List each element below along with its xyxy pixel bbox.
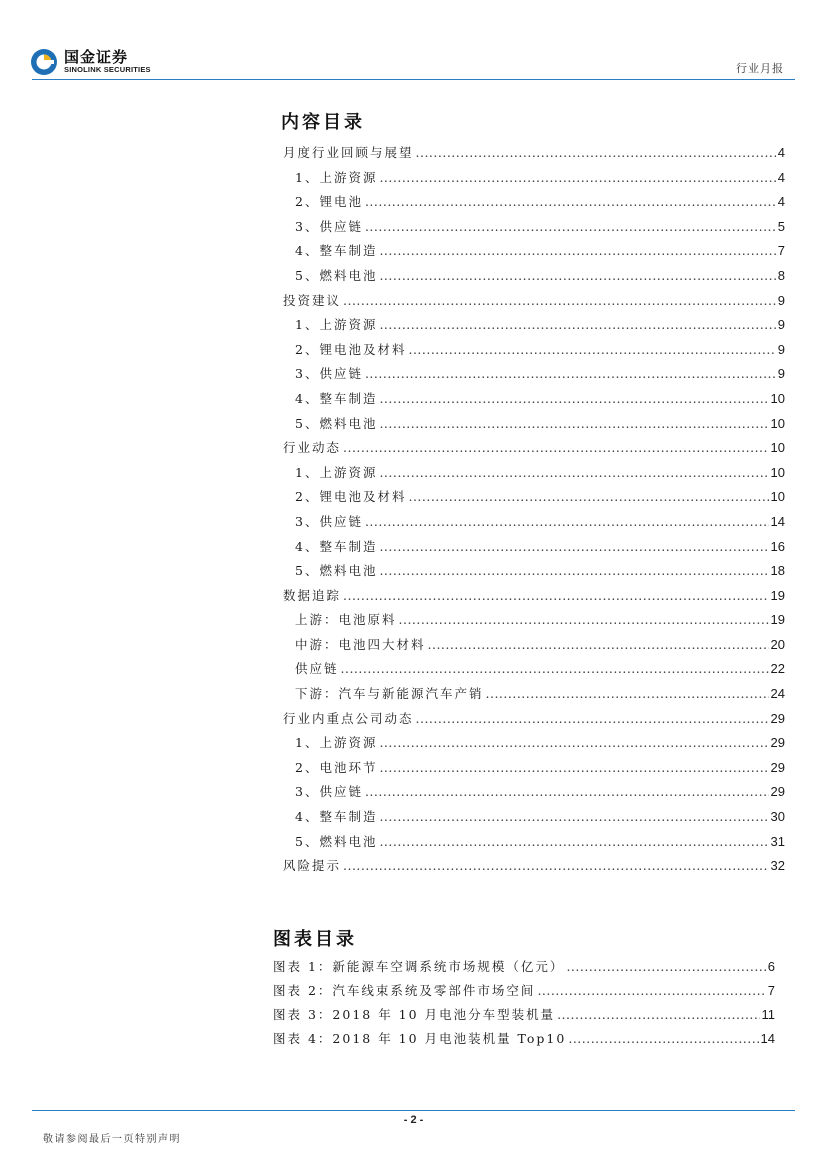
toc-entry[interactable] [283, 559, 785, 584]
logo-chinese-name: 国金证券 [64, 48, 129, 66]
toc-entry[interactable] [283, 338, 785, 363]
figure-entry[interactable] [273, 1003, 775, 1027]
logo-english-name: SINOLINK SECURITIES [64, 65, 151, 74]
toc-entry[interactable] [283, 264, 785, 289]
entry-title: 行业内重点公司动态 [283, 710, 414, 726]
toc-entry[interactable] [283, 633, 785, 658]
figure-entry[interactable] [273, 1027, 775, 1051]
entry-title: 1、上游资源 [295, 317, 378, 333]
entry-title: 4、整车制造 [295, 390, 378, 406]
toc-entry[interactable] [283, 215, 785, 240]
entry-title: 供应链 [295, 661, 339, 677]
entry-page-number: 10 [770, 489, 785, 505]
toc-entry[interactable] [283, 141, 785, 166]
toc-title: 内容目录 [281, 112, 365, 133]
figures-list [273, 955, 775, 1051]
toc-entry[interactable] [283, 780, 785, 805]
dot-leader [379, 805, 768, 830]
entry-page-number: 24 [770, 686, 785, 702]
entry-title: 5、燃料电池 [295, 833, 378, 849]
dot-leader [416, 141, 776, 166]
toc-entry[interactable] [283, 830, 785, 855]
sinolink-logo-icon [30, 48, 58, 76]
entry-page-number: 4 [777, 169, 785, 185]
sinolink-logo [30, 46, 160, 78]
entry-title: 数据追踪 [283, 587, 342, 603]
entry-page-number: 4 [777, 194, 785, 210]
entry-page-number: 9 [777, 317, 785, 333]
dot-leader [379, 830, 768, 855]
toc-entry[interactable] [283, 289, 785, 314]
entry-title: 1、上游资源 [295, 735, 378, 751]
entry-page-number: 10 [770, 390, 785, 406]
dot-leader [416, 707, 769, 732]
entry-title: 图表 2：汽车线束系统及零部件市场空间 [273, 983, 536, 998]
entry-title: 2、锂电池 [295, 194, 363, 210]
entry-title: 3、供应链 [295, 366, 363, 382]
entry-page-number: 11 [761, 1007, 775, 1022]
dot-leader [379, 461, 768, 486]
page-number: - 2 - [403, 1114, 424, 1126]
toc-entry[interactable] [283, 535, 785, 560]
entry-title: 1、上游资源 [295, 169, 378, 185]
toc-entry[interactable] [283, 854, 785, 879]
dot-leader [379, 412, 768, 437]
toc-entry[interactable] [283, 239, 785, 264]
toc-entry[interactable] [283, 166, 785, 191]
dot-leader [379, 559, 768, 584]
toc-entry[interactable] [283, 461, 785, 486]
entry-page-number: 14 [760, 1031, 775, 1046]
dot-leader [486, 682, 769, 707]
entry-title: 2、锂电池及材料 [295, 341, 407, 357]
entry-title: 5、燃料电池 [295, 415, 378, 431]
entry-page-number: 5 [777, 218, 785, 234]
entry-title: 上游：电池原料 [295, 612, 397, 628]
entry-title: 4、整车制造 [295, 243, 378, 259]
entry-page-number: 7 [777, 243, 785, 259]
entry-page-number: 16 [770, 538, 785, 554]
dot-leader [379, 731, 768, 756]
entry-page-number: 31 [770, 833, 785, 849]
entry-title: 风险提示 [283, 858, 342, 874]
toc-entry[interactable] [283, 387, 785, 412]
dot-leader [379, 166, 775, 191]
entry-page-number: 10 [770, 464, 785, 480]
entry-title: 5、燃料电池 [295, 267, 378, 283]
entry-page-number: 29 [770, 759, 785, 775]
dot-leader [379, 313, 775, 338]
dot-leader [343, 854, 769, 879]
toc-entry[interactable] [283, 485, 785, 510]
dot-leader [343, 436, 769, 461]
dot-leader [379, 264, 775, 289]
entry-title: 1、上游资源 [295, 464, 378, 480]
report-type-label: 行业月报 [736, 62, 784, 75]
toc-entry[interactable] [283, 707, 785, 732]
entry-page-number: 20 [770, 636, 785, 652]
entry-title: 4、整车制造 [295, 538, 378, 554]
dot-leader [566, 955, 765, 979]
toc-entry[interactable] [283, 756, 785, 781]
dot-leader [399, 608, 769, 633]
entry-title: 2、锂电池及材料 [295, 489, 407, 505]
entry-page-number: 18 [770, 563, 785, 579]
footer-divider [32, 1110, 795, 1111]
entry-title: 3、供应链 [295, 784, 363, 800]
entry-page-number: 10 [770, 440, 785, 456]
entry-page-number: 14 [770, 513, 785, 529]
entry-page-number: 4 [777, 145, 785, 160]
toc-entry[interactable] [283, 657, 785, 682]
dot-leader [343, 289, 776, 314]
entry-title: 图表 4：2018 年 10 月电池装机量 Top10 [273, 1031, 567, 1046]
dot-leader [365, 215, 776, 240]
entry-title: 5、燃料电池 [295, 563, 378, 579]
dot-leader [365, 780, 769, 805]
entry-page-number: 19 [770, 587, 785, 603]
dot-leader [379, 387, 768, 412]
entry-page-number: 22 [770, 661, 785, 677]
dot-leader [379, 535, 768, 560]
entry-page-number: 10 [770, 415, 785, 431]
entry-title: 行业动态 [283, 440, 342, 456]
dot-leader [408, 485, 768, 510]
entry-title: 4、整车制造 [295, 809, 378, 825]
toc-entry[interactable] [283, 608, 785, 633]
dot-leader [537, 979, 765, 1003]
entry-title: 中游：电池四大材料 [295, 636, 426, 652]
entry-page-number: 6 [767, 959, 775, 974]
dot-leader [379, 756, 768, 781]
dot-leader [365, 362, 776, 387]
entry-title: 图表 3：2018 年 10 月电池分车型装机量 [273, 1007, 556, 1022]
entry-title: 2、电池环节 [295, 759, 378, 775]
figure-entry[interactable] [273, 955, 775, 979]
toc-entry[interactable] [283, 436, 785, 461]
toc-list [283, 141, 785, 879]
dot-leader [365, 510, 769, 535]
disclaimer-text: 敬请参阅最后一页特别声明 [43, 1134, 181, 1145]
dot-leader [568, 1027, 758, 1051]
dot-leader [408, 338, 775, 363]
toc-entry[interactable] [283, 584, 785, 609]
dot-leader [428, 633, 769, 658]
dot-leader [365, 190, 776, 215]
dot-leader [379, 239, 775, 264]
figure-entry[interactable] [273, 979, 775, 1003]
toc-entry[interactable] [283, 510, 785, 535]
dot-leader [341, 657, 769, 682]
entry-page-number: 9 [777, 366, 785, 382]
toc-entry[interactable] [283, 682, 785, 707]
entry-title: 下游：汽车与新能源汽车产销 [295, 686, 484, 702]
entry-page-number: 8 [777, 267, 785, 283]
entry-page-number: 29 [770, 735, 785, 751]
entry-page-number: 19 [770, 612, 785, 628]
toc-entry[interactable] [283, 362, 785, 387]
entry-page-number: 32 [770, 858, 785, 874]
entry-title: 图表 1：新能源车空调系统市场规模（亿元） [273, 959, 565, 974]
header-divider [32, 79, 795, 80]
toc-entry[interactable] [283, 313, 785, 338]
toc-entry[interactable] [283, 805, 785, 830]
entry-title: 3、供应链 [295, 218, 363, 234]
toc-entry[interactable] [283, 190, 785, 215]
entry-title: 投资建议 [283, 292, 342, 308]
entry-title: 3、供应链 [295, 513, 363, 529]
entry-page-number: 9 [777, 341, 785, 357]
toc-entry[interactable] [283, 731, 785, 756]
dot-leader [343, 584, 769, 609]
entry-title: 月度行业回顾与展望 [283, 145, 414, 160]
dot-leader [557, 1003, 759, 1027]
entry-page-number: 29 [770, 784, 785, 800]
entry-page-number: 7 [767, 983, 775, 998]
entry-page-number: 29 [770, 710, 785, 726]
figures-title: 图表目录 [273, 929, 357, 950]
toc-entry[interactable] [283, 412, 785, 437]
entry-page-number: 9 [777, 292, 785, 308]
entry-page-number: 30 [770, 809, 785, 825]
